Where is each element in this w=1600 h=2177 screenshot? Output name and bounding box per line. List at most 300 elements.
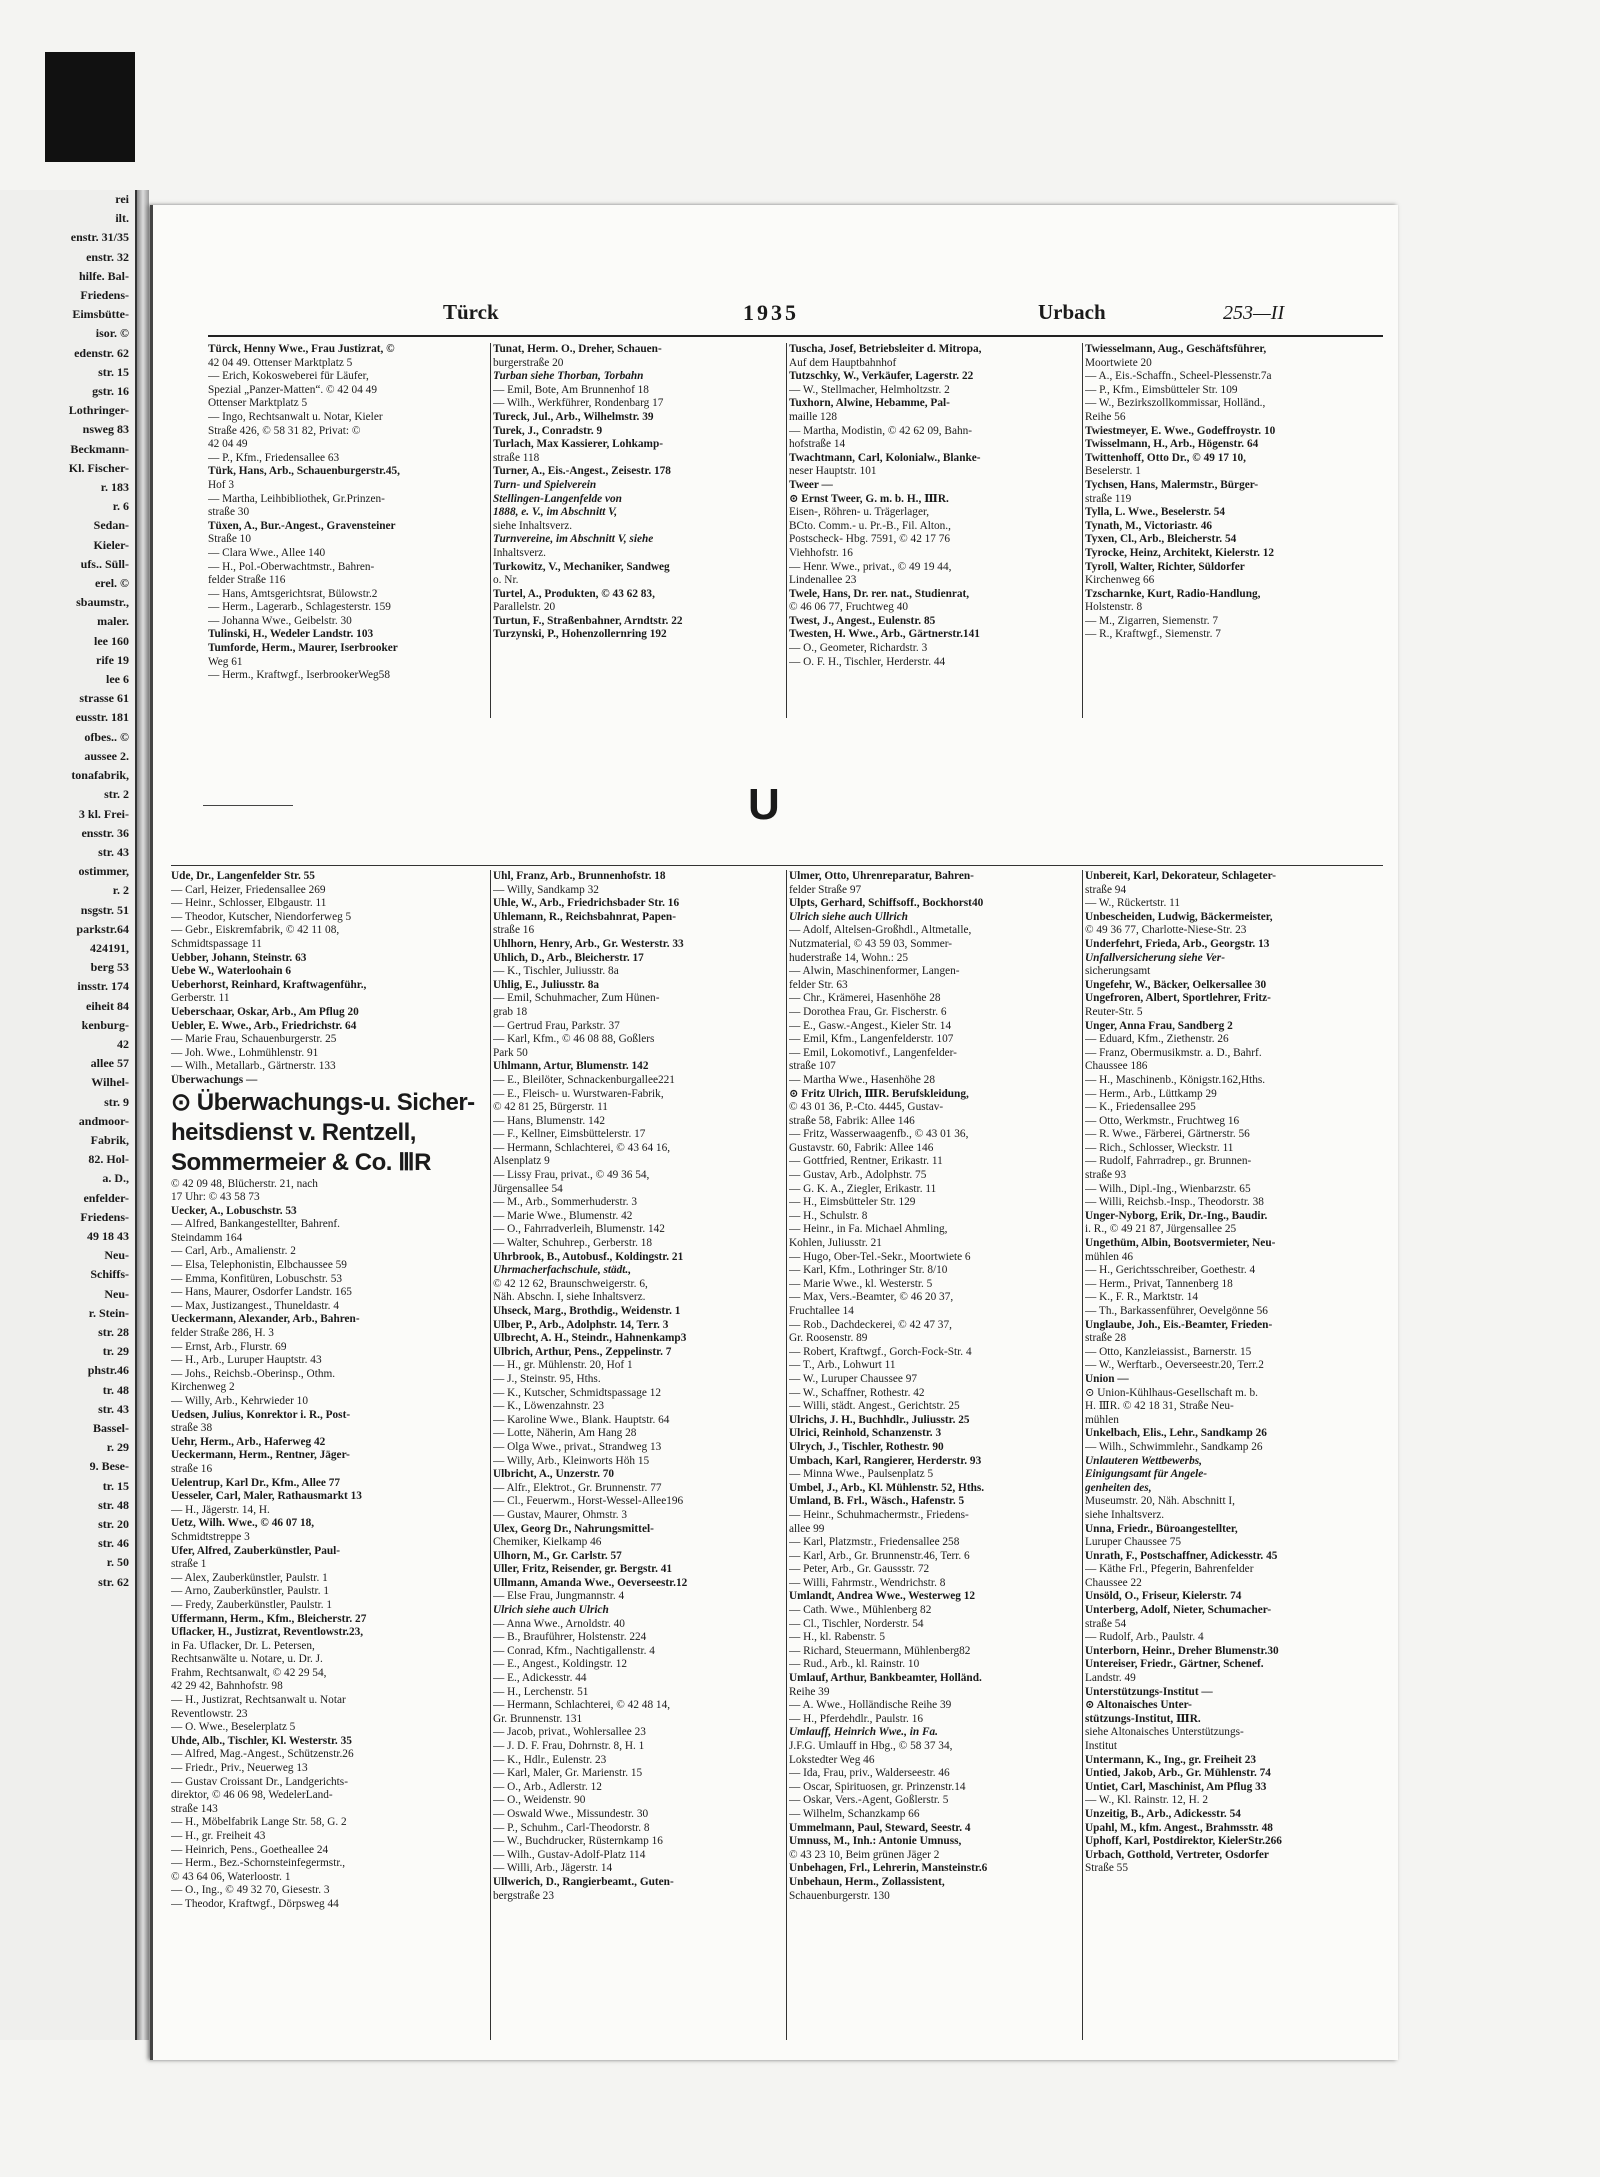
directory-entry: Moortwiete 20 (1085, 356, 1152, 369)
left-page-line: eusstr. 181 (75, 710, 129, 725)
directory-entry: Straße 426, © 58 31 82, Privat: © (208, 424, 361, 437)
directory-entry: Tyrocke, Heinz, Architekt, Kielerstr. 12 (1085, 546, 1275, 559)
directory-entry: © 43 64 06, Waterloostr. 1 (171, 1870, 291, 1883)
left-page-line: 424191, (90, 940, 129, 955)
directory-entry: — Karl, Platzmstr., Friedensallee 258 (789, 1536, 960, 1549)
directory-entry: Uelentrup, Karl Dr., Kfm., Allee 77 (171, 1476, 341, 1489)
directory-entry: Unbehagen, Frl., Lehrerin, Mansteinstr.6 (789, 1862, 988, 1875)
directory-entry: Umlandt, Andrea Wwe., Westerweg 12 (789, 1590, 976, 1603)
header-left-keyword: Türck (443, 300, 499, 324)
directory-entry: — H., Justizrat, Rechtsanwalt u. Notar (171, 1694, 346, 1707)
directory-entry: — W., Schaffner, Rothestr. 42 (789, 1386, 925, 1399)
directory-entry: — Dorothea Frau, Gr. Fischerstr. 6 (789, 1005, 947, 1018)
directory-entry: — P., Schuhm., Carl-Theodorstr. 8 (493, 1821, 650, 1834)
directory-entry: — E., Gasw.-Angest., Kieler Str. 14 (789, 1019, 952, 1032)
directory-entry: Unbereit, Karl, Dekorateur, Schlageter- (1085, 870, 1276, 882)
directory-entry: — H., Schulstr. 8 (789, 1209, 868, 1222)
directory-entry: — Max, Vers.-Beamter, © 46 20 37, (789, 1291, 954, 1304)
directory-entry: Steindamm 164 (171, 1231, 243, 1244)
directory-entry: straße 1 (171, 1558, 207, 1571)
directory-entry: Sommermeier & Co. ⅢR (171, 1148, 431, 1176)
directory-entry: — Martha Wwe., Hasenhöhe 28 (789, 1073, 935, 1086)
directory-entry: Einigungsamt für Angele- (1085, 1468, 1207, 1481)
left-page-line: str. 20 (98, 1517, 129, 1532)
directory-entry: Umbach, Karl, Rangierer, Herderstr. 93 (789, 1454, 982, 1467)
directory-entry: — Gebr., Eiskremfabrik, © 42 11 08, (171, 924, 340, 937)
left-page-line: eiheit 84 (86, 998, 129, 1013)
directory-entry: Tyxen, Cl., Arb., Bleicherstr. 54 (1085, 533, 1237, 546)
directory-entry: Umland, B. Frl., Wäsch., Hafenstr. 5 (789, 1495, 965, 1508)
directory-entry: ⊙ Altonaisches Unter- (1085, 1699, 1192, 1712)
directory-entry: Uffermann, Herm., Kfm., Bleicherstr. 27 (171, 1612, 367, 1625)
directory-entry: sicherungsamt (1085, 965, 1151, 978)
directory-entry: Untied, Jakob, Arb., Gr. Mühlenstr. 74 (1085, 1767, 1271, 1780)
directory-entry: Tweer — (789, 478, 833, 491)
left-page-line: berg 53 (90, 960, 129, 975)
directory-entry: hofstraße 14 (789, 438, 846, 451)
left-page-line: 42 (117, 1036, 129, 1051)
directory-entry: Tureck, Jul., Arb., Wilhelmstr. 39 (493, 410, 654, 423)
directory-entry: Ulbrecht, A. H., Steindr., Hahnenkamp3 (493, 1332, 687, 1345)
directory-entry: straße 58, Fabrik: Allee 146 (789, 1114, 915, 1127)
directory-entry: — Elsa, Telephonistin, Elbchaussee 59 (171, 1259, 347, 1272)
directory-entry: Ungethüm, Albin, Bootsvermieter, Neu- (1085, 1237, 1276, 1250)
directory-entry: Tutzschky, W., Verkäufer, Lagerstr. 22 (789, 370, 974, 383)
left-page-line: a. D., (102, 1171, 129, 1186)
left-page-fragment (0, 190, 137, 2040)
directory-entry: — Willi, städt. Angest., Gerichtstr. 25 (789, 1400, 960, 1413)
directory-entry: — G. K. A., Ziegler, Erikastr. 11 (789, 1182, 937, 1195)
left-page-line: Neu- (104, 1286, 129, 1301)
left-page-line: rife 19 (96, 652, 129, 667)
directory-entry: straße 54 (1085, 1617, 1127, 1630)
directory-entry: Tyroll, Walter, Richter, Süldorfer (1085, 560, 1245, 573)
directory-entry: siehe Inhaltsverz. (493, 519, 573, 532)
directory-entry: — Wilh., Dipl.-Ing., Wienbarzstr. 65 (1085, 1182, 1251, 1195)
directory-entry: Turtun, F., Straßenbahner, Arndtstr. 22 (493, 614, 683, 627)
left-page-line: phstr.46 (87, 1363, 129, 1378)
top-column-4 (1085, 343, 1383, 723)
left-page-line: Schiffs- (90, 1267, 129, 1282)
directory-entry: Institut (1085, 1740, 1118, 1752)
column-divider (490, 870, 491, 2040)
left-page-line: Kl. Fischer- (68, 460, 129, 475)
directory-entry: — Oswald Wwe., Missundestr. 30 (493, 1807, 649, 1820)
directory-entry: neser Hauptstr. 101 (789, 465, 877, 478)
directory-entry: Reihe 39 (789, 1685, 830, 1698)
directory-entry: — Herm., Bez.-Schornsteinfegermstr., (171, 1857, 346, 1870)
directory-entry: — J. D. F. Frau, Dohrnstr. 8, H. 1 (493, 1740, 645, 1752)
directory-entry: — Alfred, Mag.-Angest., Schützenstr.26 (171, 1748, 354, 1761)
directory-entry: Unterborn, Heinr., Dreher Blumenstr.30 (1085, 1644, 1279, 1657)
directory-entry: — Otto, Werkmstr., Fruchtweg 16 (1085, 1114, 1240, 1127)
scan-dark-edge (45, 52, 135, 162)
left-page-line: str. 43 (98, 1401, 129, 1416)
directory-entry: Underfehrt, Frieda, Arb., Georgstr. 13 (1085, 937, 1270, 950)
directory-entry: — Willi, Fahrmstr., Wendrichstr. 8 (789, 1576, 946, 1589)
directory-entry: Twest, J., Angest., Eulenstr. 85 (789, 614, 936, 627)
directory-entry: — H., gr. Freiheit 43 (171, 1830, 266, 1842)
left-page-line: Kieler- (93, 537, 129, 552)
directory-entry: — Rob., Dachdeckerei, © 42 47 37, (789, 1318, 952, 1331)
directory-entry: Chaussee 186 (1085, 1060, 1148, 1073)
directory-entry: Parallelstr. 20 (493, 601, 556, 614)
left-page-line: enstr. 32 (86, 249, 129, 264)
directory-entry: — O., Ing., © 49 32 70, Giesestr. 3 (171, 1884, 330, 1897)
directory-entry: straße 16 (493, 924, 535, 937)
directory-entry: Unlauteren Wettbewerbs, (1085, 1454, 1202, 1467)
left-page-line: strasse 61 (79, 691, 129, 706)
directory-entry: Turzynski, P., Hohenzollernring 192 (493, 628, 667, 641)
directory-entry: — W., Kl. Rainstr. 12, H. 2 (1085, 1794, 1209, 1807)
left-page-line: Friedens- (80, 288, 129, 303)
directory-entry: Twele, Hans, Dr. rer. nat., Studienrat, (789, 587, 970, 600)
directory-entry: Tzscharnke, Kurt, Radio-Handlung, (1085, 587, 1261, 600)
left-page-line: str. 15 (98, 364, 129, 379)
directory-entry: Näh. Abschn. I, siehe Inhaltsverz. (493, 1291, 646, 1304)
left-page-line: 9. Bese- (89, 1459, 129, 1474)
directory-entry: Park 50 (493, 1046, 528, 1059)
directory-entry: — Marie Wwe., Blumenstr. 42 (493, 1209, 633, 1222)
directory-entry: — Emil, Bote, Am Brunnenhof 18 (493, 383, 649, 396)
left-page-line: str. 48 (98, 1497, 129, 1512)
book-gutter (137, 190, 149, 2040)
left-page-line: kenburg- (81, 1017, 129, 1032)
directory-entry: o. Nr. (493, 574, 519, 587)
left-page-line: Bassel- (93, 1421, 129, 1435)
directory-entry: — M., Zigarren, Siemenstr. 7 (1085, 614, 1219, 627)
left-page-line: 82. Hol- (88, 1152, 129, 1167)
directory-entry: Ulbrich, Arthur, Pens., Zeppelinstr. 7 (493, 1345, 672, 1358)
left-page-line: ilt. (115, 211, 129, 226)
directory-entry: — Emma, Konfitüren, Lobuschstr. 53 (171, 1272, 342, 1285)
directory-entry: — Willi, Arb., Jägerstr. 14 (493, 1862, 613, 1875)
directory-entry: Schmidtstreppe 3 (171, 1530, 250, 1543)
directory-entry: — R. Wwe., Färberei, Gärtnerstr. 56 (1085, 1128, 1250, 1141)
directory-entry: Tunat, Herm. O., Dreher, Schauen- (493, 343, 662, 355)
left-page-line: Neu- (104, 1248, 129, 1263)
column-divider (490, 343, 491, 718)
directory-entry: — Else Frau, Jungmannstr. 4 (493, 1590, 625, 1603)
directory-entry: — Heinr., Schlosser, Elbgaustr. 11 (171, 897, 327, 910)
directory-entry: © 42 09 48, Blücherstr. 21, nach (171, 1177, 318, 1190)
directory-entry: Tumforde, Herm., Maurer, Iserbrooker (208, 642, 398, 655)
directory-entry: Tuxhorn, Alwine, Hebamme, Pal- (789, 397, 950, 410)
directory-entry: — Martha, Leihbibliothek, Gr.Prinzen- (208, 492, 385, 505)
left-page-line: isor. © (95, 326, 129, 341)
directory-entry: — T., Arb., Lohwurt 11 (789, 1359, 896, 1372)
directory-entry: Hof 3 (208, 478, 235, 491)
directory-entry: — Marie Frau, Schauenburgerstr. 25 (171, 1033, 337, 1046)
directory-entry: direktor, © 46 06 98, WedelerLand- (171, 1789, 333, 1802)
directory-entry: Straße 55 (1085, 1862, 1128, 1875)
directory-entry: — K., Löwenzahnstr. 23 (493, 1400, 605, 1413)
directory-entry: — W., Werftarb., Oeverseestr.20, Terr.2 (1085, 1359, 1264, 1372)
directory-entry: Eisen-, Röhren- u. Trägerlager, (789, 506, 930, 519)
directory-entry: Ulber, P., Arb., Adolphstr. 14, Terr. 3 (493, 1318, 669, 1331)
directory-entry: J.F.G. Umlauff in Hbg., © 58 37 34, (789, 1740, 953, 1752)
directory-entry: — Fredy, Zauberkünstler, Paulstr. 1 (171, 1598, 333, 1611)
directory-entry: — Herm., Privat, Tannenberg 18 (1085, 1277, 1233, 1290)
directory-entry: straße 38 (171, 1422, 213, 1435)
directory-entry: — Hans, Blumenstr. 142 (493, 1114, 606, 1127)
directory-entry: — Erich, Kokosweberei für Läufer, (208, 370, 369, 383)
directory-entry: © 42 81 25, Bürgerstr. 11 (493, 1101, 608, 1114)
directory-entry: Unrath, F., Postschaffner, Adickesstr. 45 (1085, 1549, 1278, 1562)
directory-entry: — Lissy Frau, privat., © 49 36 54, (493, 1169, 650, 1182)
directory-entry: — Friedr., Priv., Neuerweg 13 (171, 1762, 308, 1775)
directory-entry: Chaussee 22 (1085, 1576, 1142, 1589)
directory-entry: Ulrich siehe auch Ullrich (789, 910, 908, 923)
directory-entry: Umlauff, Heinrich Wwe., in Fa. (789, 1726, 938, 1739)
directory-entry: allee 99 (789, 1522, 825, 1535)
directory-entry: Ueberhorst, Reinhard, Kraftwagenführ., (171, 978, 367, 991)
directory-entry: Uedsen, Julius, Konrektor i. R., Post- (171, 1408, 351, 1421)
directory-entry: — Franz, Obermusikmstr. a. D., Bahrf. (1085, 1046, 1262, 1059)
directory-entry: — K., F. R., Marktstr. 14 (1085, 1291, 1199, 1304)
directory-entry: — Gottfried, Rentner, Erikastr. 11 (789, 1155, 943, 1168)
left-page-line: str. 46 (98, 1536, 129, 1551)
directory-entry: 42 29 42, Bahnhofstr. 98 (171, 1680, 283, 1693)
left-page-line: Lothringer- (68, 403, 129, 418)
directory-entry: — H., Pferdehdlr., Paulstr. 16 (789, 1712, 923, 1725)
directory-entry: Türck, Henny Wwe., Frau Justizrat, © (208, 343, 395, 355)
directory-entry: — Clara Wwe., Allee 140 (208, 546, 326, 559)
directory-entry: Reuter-Str. 5 (1085, 1005, 1143, 1018)
directory-entry: — O., Weidenstr. 90 (493, 1794, 586, 1807)
directory-entry: — Lotte, Näherin, Am Hang 28 (493, 1427, 637, 1440)
directory-entry: — Cath. Wwe., Mühlenberg 82 (789, 1604, 932, 1617)
directory-entry: Tychsen, Hans, Malermstr., Bürger- (1085, 478, 1259, 491)
directory-entry: straße 93 (1085, 1169, 1127, 1182)
directory-entry: — H., Pol.-Oberwachtmstr., Bahren- (208, 560, 375, 573)
directory-entry: Gr. Brunnenstr. 131 (493, 1712, 583, 1725)
directory-entry: — Otto, Kanzleiassist., Barnerstr. 15 (1085, 1345, 1252, 1358)
directory-entry: BCto. Comm.- u. Pr.-B., Fil. Alton., (789, 519, 951, 532)
top-column-2 (493, 343, 783, 723)
directory-entry: Twachtmann, Carl, Kolonialw., Blanke- (789, 451, 981, 464)
left-page-line: enfelder- (83, 1190, 129, 1205)
directory-entry: — Anna Wwe., Arnoldstr. 40 (493, 1617, 625, 1630)
directory-entry: — Carl, Heizer, Friedensallee 269 (171, 883, 326, 896)
directory-entry: straße 119 (1085, 492, 1132, 505)
directory-entry: — W., Buchdrucker, Rüsternkamp 16 (493, 1835, 663, 1848)
page-header (153, 300, 1398, 330)
directory-entry: — E., Adickesstr. 44 (493, 1672, 587, 1685)
column-divider (786, 343, 787, 718)
directory-entry: Tuscha, Josef, Betriebsleiter d. Mitropa, (789, 343, 982, 355)
directory-entry: Alsenplatz 9 (493, 1155, 550, 1168)
directory-entry: — P., Kfm., Eimsbütteler Str. 109 (1085, 383, 1238, 396)
directory-entry: — Karl, Kfm., Lothringer Str. 8/10 (789, 1264, 948, 1277)
directory-entry: — R., Kraftwgf., Siemenstr. 7 (1085, 628, 1221, 641)
left-page-line: sbaumstr., (76, 595, 129, 610)
directory-entry: felder Straße 97 (789, 883, 862, 896)
directory-entry: Stellingen-Langenfelde von (493, 492, 622, 505)
directory-entry: — P., Kfm., Friedensallee 63 (208, 451, 340, 464)
column-divider (1082, 870, 1083, 2040)
directory-entry: Viehhofstr. 16 (789, 546, 853, 559)
directory-entry: — O., Geometer, Richardstr. 3 (789, 642, 928, 655)
directory-entry: — O., Arb., Adlerstr. 12 (493, 1780, 602, 1793)
directory-entry: huderstraße 14, Wohn.: 25 (789, 951, 909, 964)
directory-entry: Unger, Anna Frau, Sandberg 2 (1085, 1019, 1233, 1032)
directory-entry: — Th., Barkassenführer, Oevelgönne 56 (1085, 1305, 1268, 1317)
left-page-line: tonafabrik, (71, 768, 129, 783)
directory-entry: straße 30 (208, 506, 250, 519)
header-rule (208, 335, 1383, 337)
left-page-line: gstr. 16 (92, 384, 129, 399)
directory-entry: straße 16 (171, 1462, 213, 1475)
directory-entry: — K., Kutscher, Schmidtspassage 12 (493, 1386, 662, 1399)
directory-entry: — Hermann, Schlachterei, © 42 48 14, (493, 1699, 671, 1712)
directory-entry: grab 18 (493, 1005, 528, 1018)
directory-entry: 42 04 49 (208, 438, 248, 451)
directory-entry: — B., Brauführer, Holstenstr. 224 (493, 1631, 647, 1644)
directory-entry: Uhl, Franz, Arb., Brunnenhofstr. 18 (493, 870, 666, 882)
column-divider (1082, 343, 1083, 718)
directory-entry: straße 118 (493, 451, 540, 464)
left-page-line: r. Stein- (88, 1305, 129, 1320)
directory-entry: Untereiser, Friedr., Gärtner, Schenef. (1085, 1658, 1264, 1671)
directory-entry: — Ingo, Rechtsanwalt u. Notar, Kieler (208, 410, 383, 423)
directory-entry: — Wilh., Schwimmlehr., Sandkamp 26 (1085, 1440, 1263, 1453)
directory-entry: maille 128 (789, 410, 838, 423)
directory-entry: Tüxen, A., Bur.-Angest., Gravensteiner (208, 519, 396, 532)
directory-entry: — Wilh., Metallarb., Gärtnerstr. 133 (171, 1060, 336, 1073)
directory-entry: Landstr. 49 (1085, 1672, 1136, 1685)
directory-entry: — H., gr. Mühlenstr. 20, Hof 1 (493, 1359, 633, 1372)
directory-entry: — Henr. Wwe., privat., © 49 19 44, (789, 560, 952, 573)
directory-entry: Uhlemann, R., Reichsbahnrat, Papen- (493, 910, 676, 923)
directory-entry: Gr. Roosenstr. 89 (789, 1332, 868, 1345)
directory-entry: Ottenser Marktplatz 5 (208, 397, 308, 410)
directory-entry: — Minna Wwe., Paulsenplatz 5 (789, 1468, 934, 1481)
directory-entry: — Walter, Schuhrep., Gerberstr. 18 (493, 1237, 653, 1250)
directory-entry: Ullwerich, D., Rangierbeamt., Guten- (493, 1875, 674, 1888)
left-page-line: ensstr. 36 (81, 825, 129, 840)
directory-entry: Uhde, Alb., Tischler, Kl. Westerstr. 35 (171, 1734, 352, 1747)
directory-entry: Ulrych, J., Tischler, Rothestr. 90 (789, 1440, 944, 1453)
left-page-line: edenstr. 62 (74, 345, 129, 360)
directory-entry: — Wilhelm, Schanzkamp 66 (789, 1807, 920, 1820)
directory-entry: Uflacker, H., Justizrat, Reventlowstr.23, (171, 1626, 364, 1639)
left-page-line: str. 28 (98, 1324, 129, 1339)
directory-entry: — Fritz, Wasserwaagenfb., © 43 01 36, (789, 1128, 969, 1141)
left-page-line: r. 29 (106, 1440, 129, 1455)
bottom-column-2 (493, 870, 783, 2040)
directory-entry: Urbach, Gotthold, Vertreter, Osdorfer (1085, 1848, 1269, 1861)
directory-entry: — Carl, Arb., Amalienstr. 2 (171, 1245, 296, 1258)
directory-entry: Unsöld, O., Friseur, Kielerstr. 74 (1085, 1590, 1242, 1603)
directory-entry: Twiestmeyer, E. Wwe., Godeffroystr. 10 (1085, 424, 1276, 437)
directory-entry: Tynath, M., Victoriastr. 46 (1085, 519, 1213, 532)
directory-entry: Turner, A., Eis.-Angest., Zeisestr. 178 (493, 465, 671, 478)
directory-entry: heitsdienst v. Rentzell, (171, 1118, 416, 1146)
directory-entry: — Karl, Kfm., © 46 08 88, Goßlers (493, 1033, 655, 1046)
directory-entry: — E., Angest., Koldingstr. 12 (493, 1658, 627, 1671)
directory-entry: — Martha, Modistin, © 42 62 09, Bahn- (789, 424, 973, 437)
directory-entry: — H., kl. Rabenstr. 5 (789, 1631, 886, 1644)
directory-entry: Lokstedter Weg 46 (789, 1753, 875, 1766)
directory-entry: Uebler, E. Wwe., Arb., Friedrichstr. 64 (171, 1019, 357, 1032)
section-rule-bottom (171, 865, 1383, 866)
directory-entry: — Adolf, Altelsen-Großhdl., Altmetalle, (789, 924, 972, 937)
left-page-line: 49 18 43 (87, 1228, 129, 1243)
directory-entry: — Johs., Reichsb.-Oberinsp., Othm. (171, 1367, 336, 1380)
directory-entry: — Olga Wwe., privat., Strandweg 13 (493, 1440, 662, 1453)
directory-entry: Unterberg, Adolf, Nieter, Schumacher- (1085, 1604, 1272, 1617)
directory-entry: — Rudolf, Arb., Paulstr. 4 (1085, 1631, 1204, 1644)
directory-entry: Upahl, M., kfm. Angest., Brahmsstr. 48 (1085, 1821, 1273, 1834)
left-page-line: 3 kl. Frei- (78, 806, 129, 821)
left-page-line: aussee 2. (84, 748, 129, 763)
directory-entry: Fruchtallee 14 (789, 1305, 854, 1317)
directory-entry: Luruper Chaussee 75 (1085, 1536, 1181, 1549)
directory-entry: Nutzmaterial, © 43 59 03, Sommer- (789, 937, 953, 950)
directory-entry: Ulbricht, A., Unzerstr. 70 (493, 1468, 615, 1481)
directory-entry: — O. Wwe., Beselerplatz 5 (171, 1721, 296, 1734)
left-page-line: Fabrik, (90, 1132, 129, 1147)
directory-entry: Ulrichs, J. H., Buchhdlr., Juliusstr. 25 (789, 1413, 970, 1426)
directory-entry: — E., Fleisch- u. Wurstwaren-Fabrik, (493, 1087, 664, 1100)
directory-entry: Chemiker, Kielkamp 46 (493, 1536, 602, 1549)
directory-entry: straße 94 (1085, 883, 1127, 896)
directory-entry: — Emil, Schuhmacher, Zum Hünen- (493, 992, 660, 1005)
directory-entry: — A., Eis.-Schaffn., Scheel-Plessenstr.7a (1085, 370, 1272, 383)
directory-entry: Gustavstr. 60, Fabrik: Allee 146 (789, 1141, 934, 1154)
directory-entry: — Heinr., Schuhmachermstr., Friedens- (789, 1508, 969, 1521)
directory-entry: ⊙ Union-Kühlhaus-Gesellschaft m. b. (1085, 1386, 1258, 1399)
top-column-3 (789, 343, 1079, 723)
directory-entry: Uphoff, Karl, Postdirektor, KielerStr.266 (1085, 1835, 1282, 1848)
directory-entry: — W., Rückertstr. 11 (1085, 897, 1180, 910)
left-page-line: hilfe. Bal- (79, 268, 129, 283)
directory-entry: — Herm., Lagerarb., Schlagesterstr. 159 (208, 601, 391, 614)
directory-entry: — Conrad, Kfm., Nachtigallenstr. 4 (493, 1644, 655, 1657)
directory-entry: Twittenhoff, Otto Dr., © 49 17 10, (1085, 451, 1246, 464)
directory-entry: Postscheck- Hbg. 7591, © 42 17 76 (789, 533, 951, 546)
directory-entry: Straße 10 (208, 533, 251, 546)
directory-entry: Untiet, Carl, Maschinist, Am Pflug 33 (1085, 1780, 1267, 1793)
directory-entry: Unfallversicherung siehe Ver- (1085, 951, 1225, 964)
directory-entry: — Hugo, Ober-Tel.-Sekr., Moortwiete 6 (789, 1250, 971, 1263)
top-column-1 (208, 343, 488, 723)
directory-entry: 42 04 49. Ottenser Marktplatz 5 (208, 356, 353, 369)
directory-entry: — Alfred, Bankangestellter, Bahrenf. (171, 1218, 340, 1231)
directory-entry: — Joh. Wwe., Lohmühlenstr. 91 (171, 1046, 319, 1059)
directory-entry: Ulrich siehe auch Ulrich (493, 1604, 609, 1617)
directory-entry: ⊙ Ernst Tweer, G. m. b. H., ⅢR. (789, 492, 949, 505)
directory-entry: Frahm, Rechtsanwalt, © 42 29 54, (171, 1666, 327, 1679)
directory-entry: Turban siehe Thorban, Torbahn (493, 370, 644, 383)
left-page-line: r. 6 (112, 499, 129, 514)
directory-entry: — Chr., Krämerei, Hasenhöhe 28 (789, 992, 941, 1005)
directory-entry: Unna, Friedr., Büroangestellter, (1085, 1522, 1238, 1535)
directory-entry: — Eduard, Kfm., Ziethenstr. 26 (1085, 1033, 1229, 1046)
left-page-line: lee 160 (94, 633, 129, 648)
directory-entry: — Willy, Arb., Kehrwieder 10 (171, 1395, 308, 1407)
left-page-line: ostimmer, (78, 864, 129, 879)
directory-entry: Museumstr. 20, Näh. Abschnitt I, (1085, 1495, 1235, 1508)
directory-entry: — Emil, Lokomotivf., Langenfelder- (789, 1046, 957, 1059)
directory-entry: — Willy, Sandkamp 32 (493, 883, 599, 896)
directory-entry: — W., Luruper Chaussee 97 (789, 1372, 918, 1385)
directory-entry: felder Straße 286, H. 3 (171, 1327, 274, 1340)
directory-entry: mühlen (1085, 1413, 1119, 1426)
directory-entry: Uhlich, D., Arb., Bleicherstr. 17 (493, 951, 644, 964)
left-page-line: str. 9 (104, 1094, 129, 1109)
